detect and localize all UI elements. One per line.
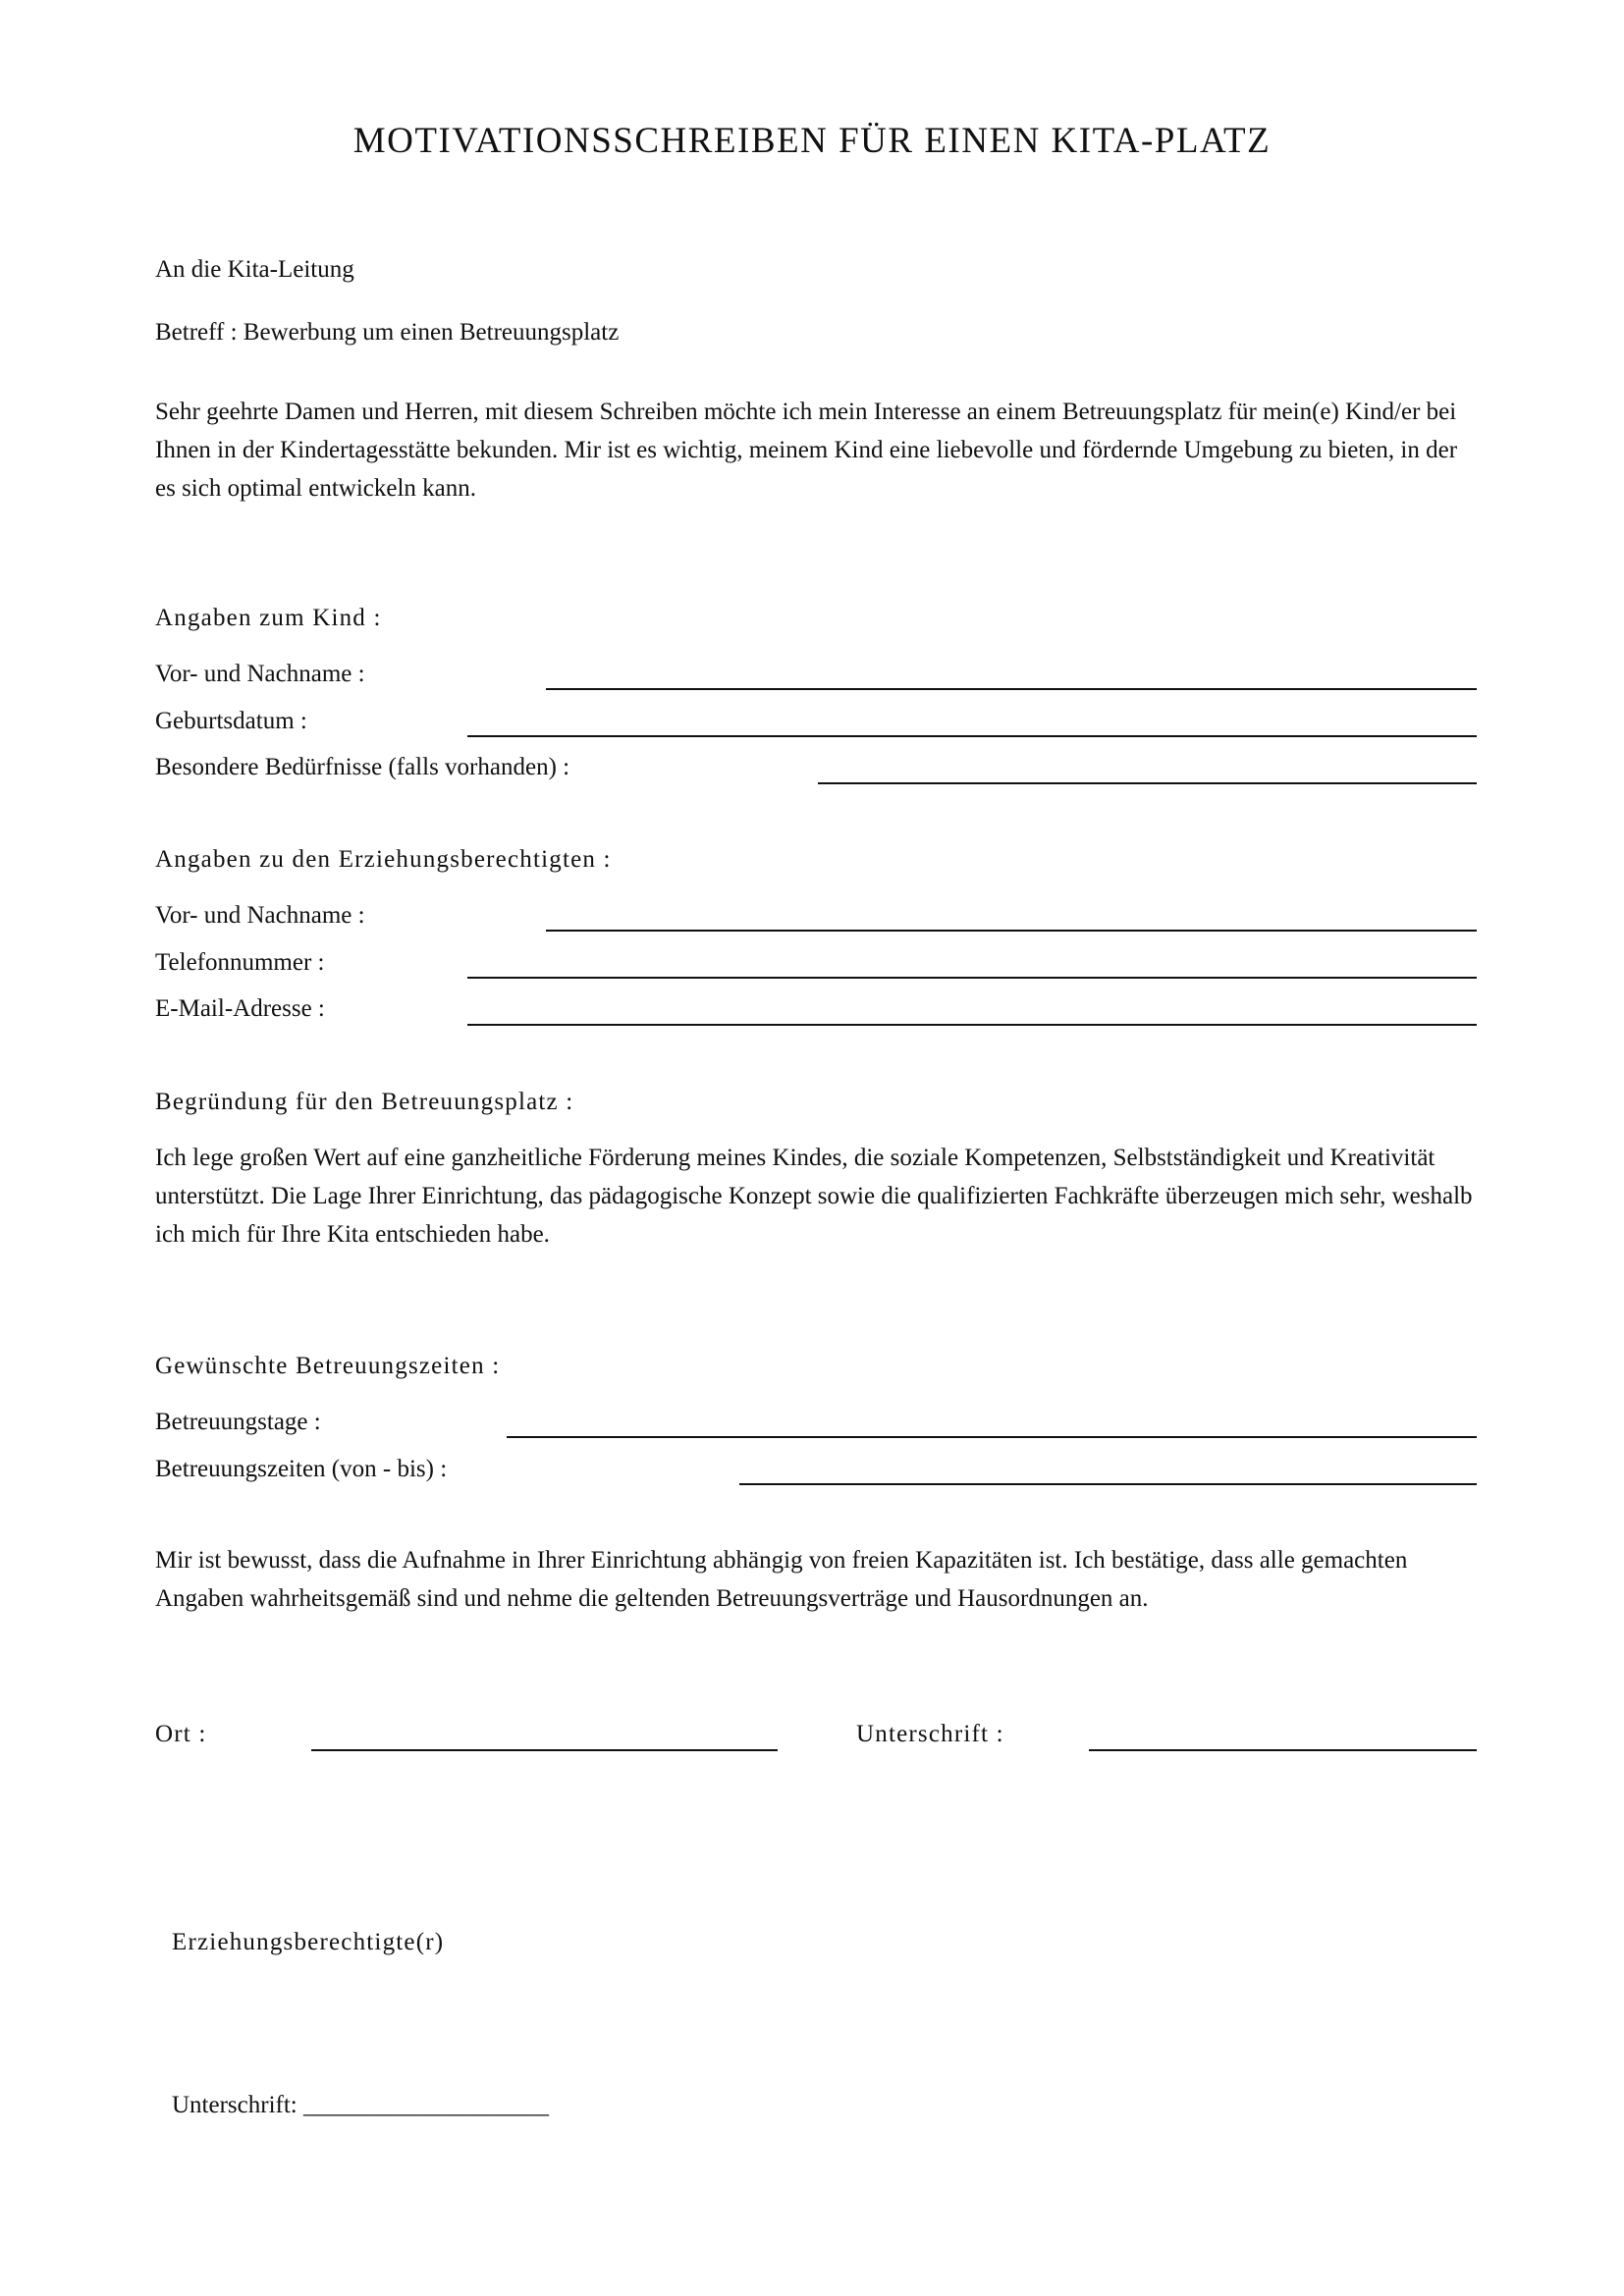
care-hours-field[interactable] [739, 1483, 1477, 1485]
recipient: An die Kita-Leitung [155, 256, 354, 283]
care-days-field[interactable] [507, 1436, 1477, 1438]
place-label: Ort : [155, 1721, 207, 1747]
guardian-email-label: E-Mail-Adresse : [155, 995, 325, 1022]
intro-paragraph: Sehr geehrte Damen und Herren, mit diesem Schreiben möchte ich mein Interesse an einem Betreuungsplatz für mein(e) Kind/er bei Ihnen in der Kindertagesstätte bekunden. Mir ist es wichtig, meinem Kind eine liebevolle und fördernde Umgebung zu bieten, in der es sich optimal entwickeln kann. [155, 399, 1458, 502]
confirmation-paragraph: Mir ist bewusst, dass die Aufnahme in Ihrer Einrichtung abhängig von freien Kapazitäten ist. Ich bestätige, dass alle gemachten Angaben wahrheitsgemäß sind und nehme die geltenden Betreuungsverträge und Hausordnungen an. [155, 1547, 1408, 1612]
document-title: MOTIVATIONSSCHREIBEN FÜR EINEN KITA-PLATZ [352, 121, 1272, 161]
child-birthdate-field[interactable] [467, 735, 1477, 737]
guardian-email-field[interactable] [467, 1024, 1477, 1026]
reason-section-heading: Begründung für den Betreuungsplatz : [155, 1089, 574, 1115]
care-hours-label: Betreuungszeiten (von - bis) : [155, 1456, 448, 1482]
guardian-name-label: Vor- und Nachname : [155, 902, 365, 929]
place-field[interactable] [311, 1749, 778, 1751]
child-needs-label: Besondere Bedürfnisse (falls vorhanden) : [155, 754, 570, 780]
guardian-phone-field[interactable] [467, 977, 1477, 979]
signature-field[interactable] [1089, 1749, 1477, 1751]
guardian-phone-label: Telefonnummer : [155, 949, 325, 976]
guardian-signature-caption: Erziehungsberechtigte(r) [172, 1929, 445, 1955]
bottom-signature-line: Unterschrift: ____________________ [172, 2092, 549, 2118]
child-birthdate-label: Geburtsdatum : [155, 708, 307, 734]
reason-paragraph: Ich lege großen Wert auf eine ganzheitliche Förderung meines Kindes, die soziale Kompetenzen, Selbstständigkeit und Kreativität unterstützt. Die Lage Ihrer Einrichtung, das pädagogische Konzept sowie die qualifizierten Fachkräfte überzeugen mich sehr, weshalb ich mich für Ihre Kita entschieden habe. [155, 1145, 1473, 1248]
guardian-section-heading: Angaben zu den Erziehungsberechtigten : [155, 846, 612, 873]
subject-line: Betreff : Bewerbung um einen Betreuungsplatz [155, 319, 620, 346]
child-section-heading: Angaben zum Kind : [155, 605, 382, 631]
child-name-field[interactable] [546, 688, 1477, 690]
child-needs-field[interactable] [818, 782, 1477, 784]
times-section-heading: Gewünschte Betreuungszeiten : [155, 1353, 501, 1379]
guardian-name-field[interactable] [546, 930, 1477, 932]
child-name-label: Vor- und Nachname : [155, 661, 365, 687]
care-days-label: Betreuungstage : [155, 1409, 321, 1435]
signature-label: Unterschrift : [856, 1721, 1004, 1747]
